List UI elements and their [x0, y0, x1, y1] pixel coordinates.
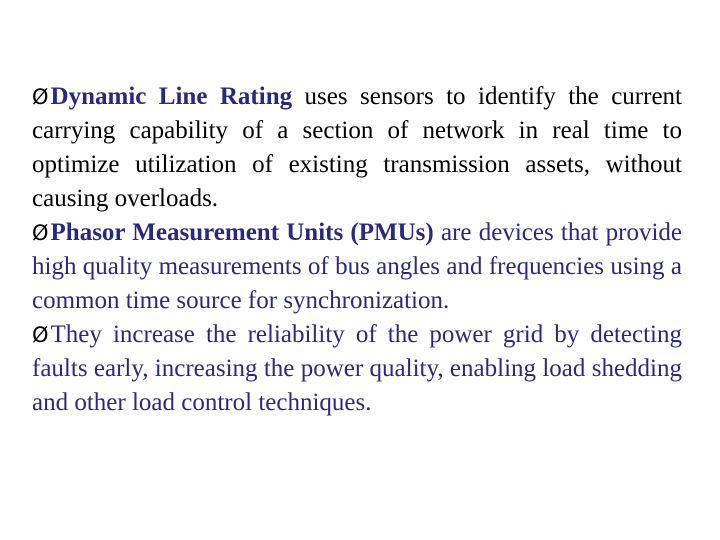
bullet-reliability	[32, 318, 682, 420]
key-term: Dynamic Line Rating	[50, 83, 293, 110]
arrow-bullet-icon: Ø	[32, 85, 49, 109]
arrow-bullet-icon: Ø	[32, 323, 49, 347]
slide-body	[32, 80, 682, 420]
bullet-text: are devices that provide high quality measurements of bus angles and frequencies using a common time source for synchronization.	[32, 219, 682, 314]
bullet-dynamic-line-rating	[32, 80, 682, 216]
bullet-text: uses sensors to identify the current carrying capability of a section of network in real time to optimize utilization of existing transmission assets, without causing overloads.	[32, 83, 682, 212]
key-term: Phasor Measurement Units (PMUs)	[50, 219, 434, 246]
bullet-phasor-measurement-units	[32, 216, 682, 318]
arrow-bullet-icon: Ø	[32, 221, 49, 245]
bullet-text: They increase the reliability of the power grid by detecting faults early, increasing the power quality, enabling load shedding and other load control techniques.	[32, 321, 682, 416]
